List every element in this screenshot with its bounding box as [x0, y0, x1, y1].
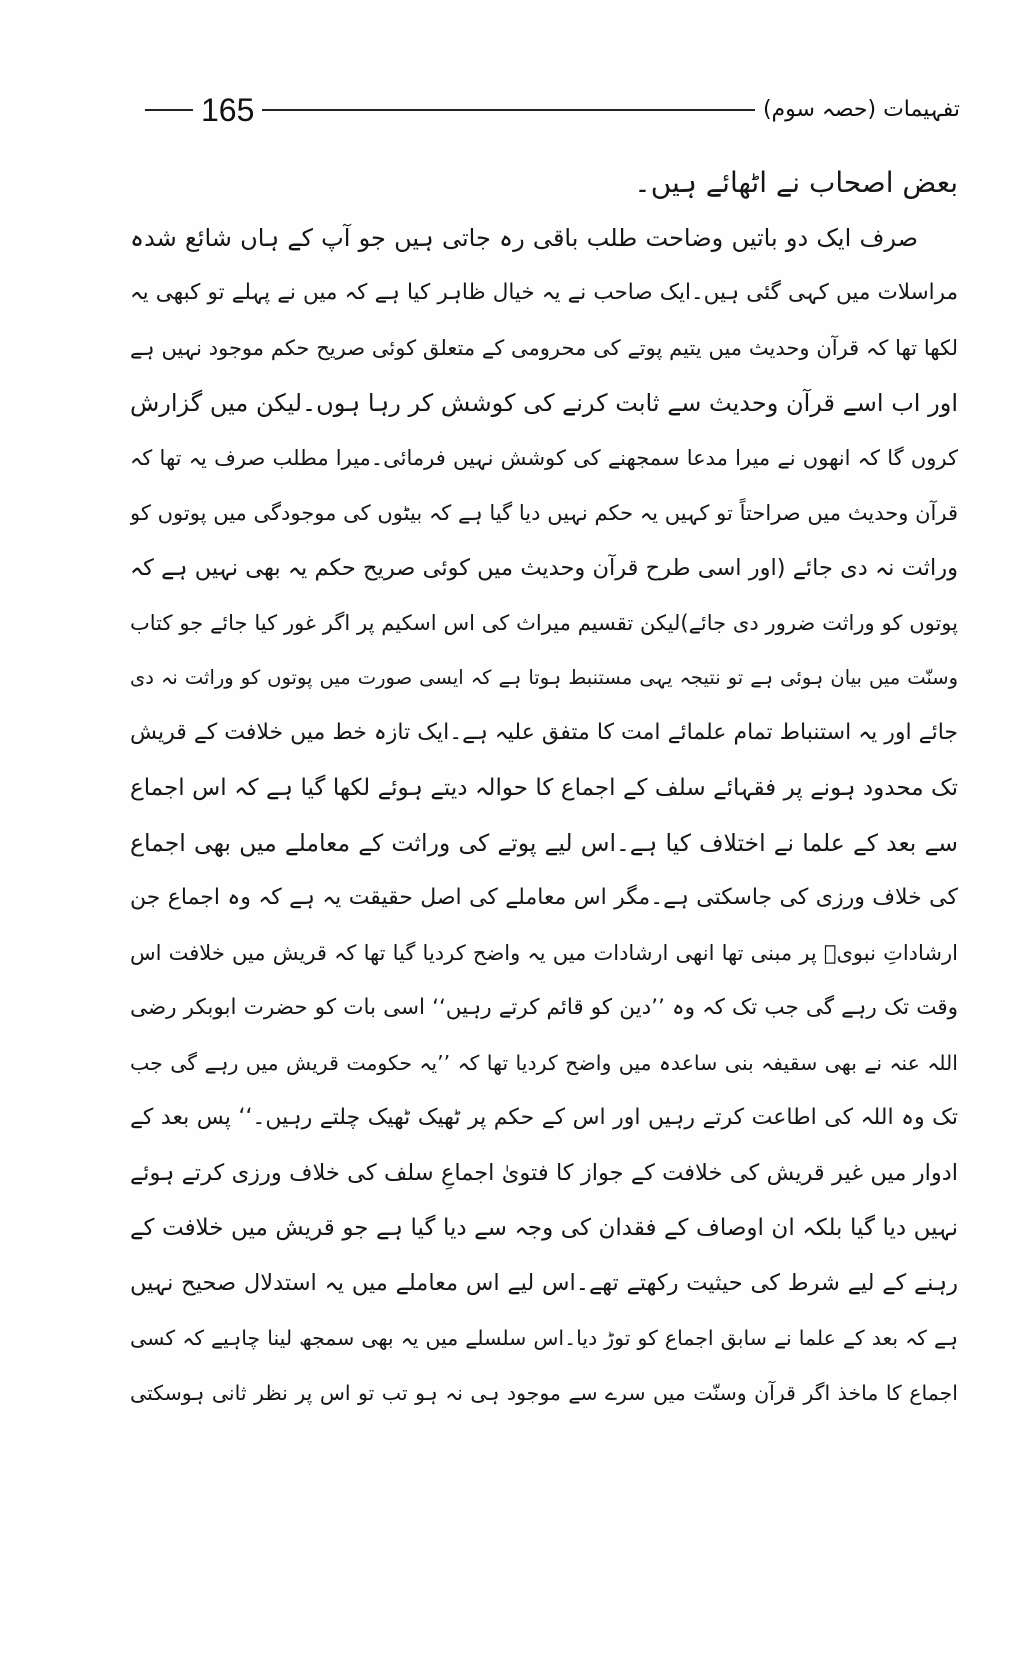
running-head-title: تفہیمات (حصہ سوم) — [762, 97, 960, 122]
text-line: اللہ عنہ نے بھی سقیفہ بنی ساعدہ میں واضح کردیا تھا کہ ’’یہ حکومت قریش میں رہے گی جب — [130, 1051, 958, 1075]
text-line: کروں گا کہ انھوں نے میرا مدعا سمجھنے کی کوشش نہیں فرمائی۔میرا مطلب صرف یہ تھا کہ — [130, 446, 958, 470]
header-rule-left — [145, 109, 193, 111]
text-line: اور اب اسے قرآن وحدیث سے ثابت کرنے کی کوشش کر رہا ہوں۔لیکن میں گزارش — [130, 389, 958, 417]
text-line: کی خلاف ورزی کی جاسکتی ہے۔مگر اس معاملے کی اصل حقیقت یہ ہے کہ وہ اجماع جن — [130, 885, 958, 910]
text-line: بعض اصحاب نے اٹھائے ہیں۔ — [634, 166, 958, 199]
header-rule — [262, 109, 755, 111]
text-line: وراثت نہ دی جائے (اور اسی طرح قرآن وحدیث میں کوئی صریح حکم یہ بھی نہیں ہے کہ — [130, 555, 958, 581]
page-number: 165 — [201, 92, 255, 128]
text-line: اجماع کا ماخذ اگر قرآن وسنّت میں سرے سے موجود ہی نہ ہو تب تو اس پر نظر ثانی ہوسکتی — [130, 1381, 958, 1405]
text-line: رہنے کے لیے شرط کی حیثیت رکھتے تھے۔اس لیے اس معاملے میں یہ استدلال صحیح نہیں — [130, 1270, 958, 1296]
body-text — [130, 163, 958, 1428]
text-line: صرف ایک دو باتیں وضاحت طلب باقی رہ جاتی ہیں جو آپ کے ہاں شائع شدہ — [130, 224, 918, 252]
text-line: ارشاداتِ نبویؐ پر مبنی تھا انھی ارشادات میں یہ واضح کردیا گیا تھا کہ قریش میں خلافت اس — [130, 941, 958, 965]
text-line: قرآن وحدیث میں صراحتاً تو کہیں یہ حکم نہیں دیا گیا ہے کہ بیٹوں کی موجودگی میں پوتوں کو — [130, 501, 958, 525]
page-header — [145, 88, 960, 132]
text-line: نہیں دیا گیا بلکہ ان اوصاف کے فقدان کی وجہ سے دیا گیا ہے جو قریش میں خلافت کے — [130, 1215, 958, 1241]
text-line: ادوار میں غیر قریش کی خلافت کے جواز کا فتویٰ اجماعِ سلف کی خلاف ورزی کرتے ہوئے — [130, 1160, 958, 1186]
text-line: سے بعد کے علما نے اختلاف کیا ہے۔اس لیے پوتے کی وراثت کے معاملے میں بھی اجماع — [130, 829, 958, 857]
text-line: تک وہ اللہ کی اطاعت کرتے رہیں اور اس کے حکم پر ٹھیک ٹھیک چلتے رہیں۔‘‘ پس بعد کے — [130, 1105, 958, 1130]
text-line: وسنّت میں بیان ہوئی ہے تو نتیجہ یہی مستنبط ہوتا ہے کہ ایسی صورت میں پوتوں کو وراثت نہ دی — [130, 666, 958, 689]
text-line: پوتوں کو وراثت ضرور دی جائے)لیکن تقسیم میراث کی اس اسکیم پر اگر غور کیا جائے جو کتاب — [130, 611, 958, 635]
text-line: جائے اور یہ استنباط تمام علمائے امت کا متفق علیہ ہے۔ایک تازہ خط میں خلافت کے قریش — [130, 720, 958, 745]
text-line: ہے کہ بعد کے علما نے سابق اجماع کو توڑ دیا۔اس سلسلے میں یہ بھی سمجھ لینا چاہیے کہ کسی — [130, 1326, 958, 1350]
text-line: وقت تک رہے گی جب تک کہ وہ ’’دین کو قائم کرتے رہیں‘‘ اسی بات کو حضرت ابوبکر رضی — [130, 995, 958, 1020]
text-line: تک محدود ہونے پر فقہائے سلف کے اجماع کا حوالہ دیتے ہوئے لکھا گیا ہے کہ اس اجماع — [130, 775, 958, 801]
text-line: مراسلات میں کہی گئی ہیں۔ایک صاحب نے یہ خیال ظاہر کیا ہے کہ میں نے پہلے تو کبھی یہ — [130, 280, 958, 305]
text-line: لکھا تھا کہ قرآن وحدیث میں یتیم پوتے کی محرومی کے متعلق کوئی صریح حکم موجود نہیں ہے — [130, 336, 958, 360]
